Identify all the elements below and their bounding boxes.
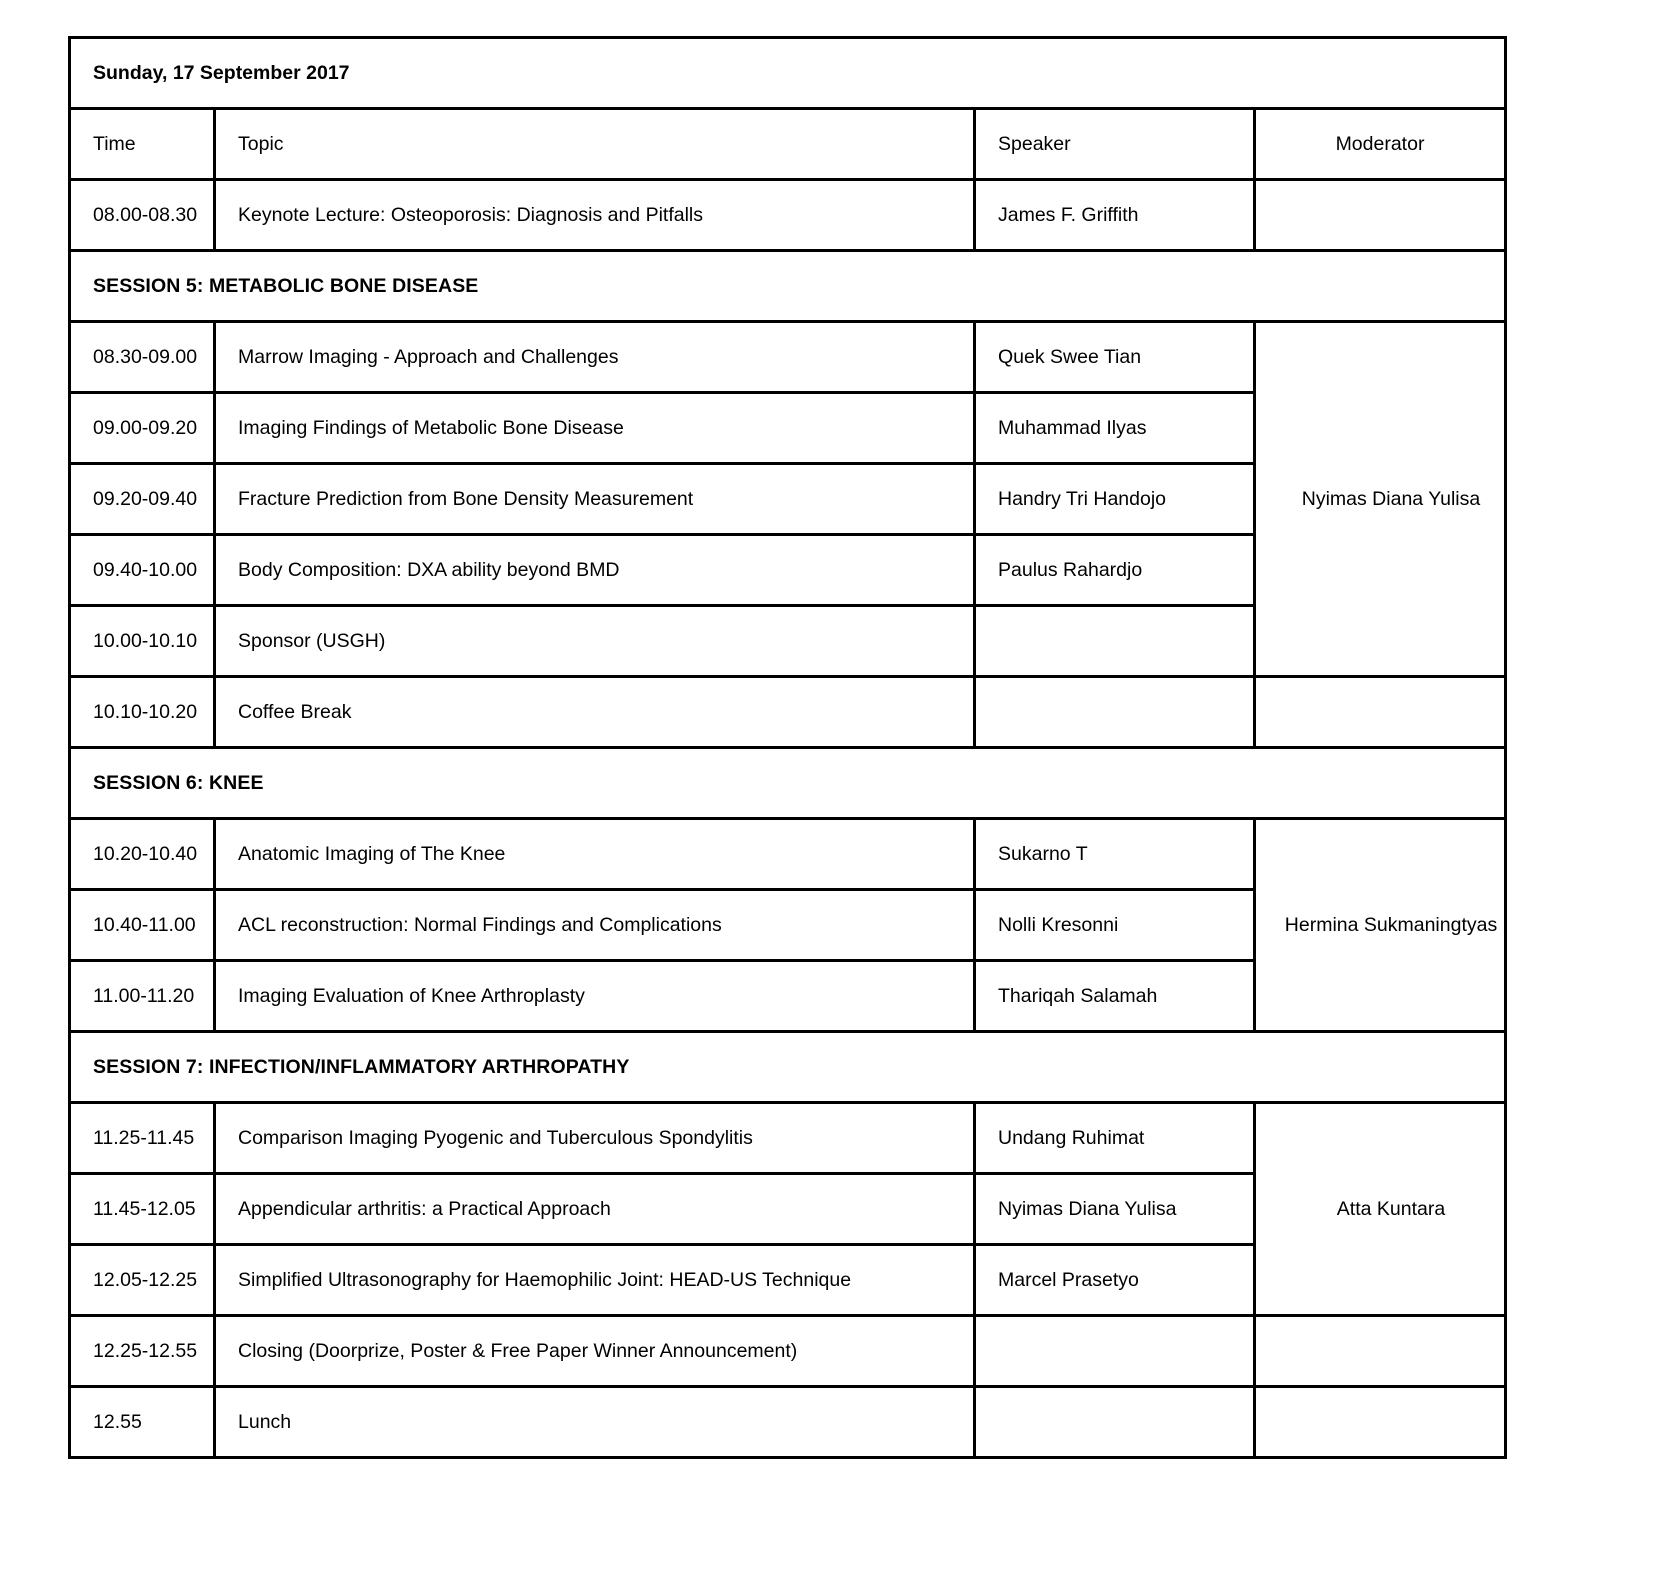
session-moderator-6: Hermina Sukmaningtyas — [1255, 819, 1506, 1032]
row-moderator — [1255, 677, 1506, 748]
row-speaker — [975, 1316, 1255, 1387]
column-header-speaker: Speaker — [975, 109, 1255, 180]
table-row — [70, 1316, 1506, 1387]
row-speaker — [975, 1387, 1255, 1458]
session-band-row — [70, 251, 1506, 322]
column-header-topic: Topic — [215, 109, 975, 180]
row-topic: Fracture Prediction from Bone Density Measurement — [215, 464, 975, 535]
row-speaker: Nolli Kresonni — [975, 890, 1255, 961]
row-speaker: Marcel Prasetyo — [975, 1245, 1255, 1316]
row-moderator — [1255, 1316, 1506, 1387]
break-row — [70, 1387, 1506, 1458]
row-speaker: Undang Ruhimat — [975, 1103, 1255, 1174]
conference-schedule-table — [68, 36, 1507, 1459]
session-band-row — [70, 1032, 1506, 1103]
row-time: 12.55 — [70, 1387, 215, 1458]
row-speaker: Quek Swee Tian — [975, 322, 1255, 393]
row-topic: Body Composition: DXA ability beyond BMD — [215, 535, 975, 606]
row-time: 09.40-10.00 — [70, 535, 215, 606]
session-title-6: SESSION 6: KNEE — [70, 748, 1506, 819]
table-row — [70, 322, 1506, 393]
row-topic: Keynote Lecture: Osteoporosis: Diagnosis and Pitfalls — [215, 180, 975, 251]
row-speaker: Sukarno T — [975, 819, 1255, 890]
row-speaker: Paulus Rahardjo — [975, 535, 1255, 606]
schedule-sheet — [68, 36, 1504, 1459]
row-topic: Imaging Findings of Metabolic Bone Disease — [215, 393, 975, 464]
row-speaker — [975, 677, 1255, 748]
row-time: 12.25-12.55 — [70, 1316, 215, 1387]
row-speaker: Nyimas Diana Yulisa — [975, 1174, 1255, 1245]
row-time: 08.30-09.00 — [70, 322, 215, 393]
row-time: 12.05-12.25 — [70, 1245, 215, 1316]
row-topic: Closing (Doorprize, Poster & Free Paper Winner Announcement) — [215, 1316, 975, 1387]
session-title-7: SESSION 7: INFECTION/INFLAMMATORY ARTHROPATHY — [70, 1032, 1506, 1103]
session-band-row — [70, 748, 1506, 819]
date-header-row — [70, 38, 1506, 109]
row-time: 11.00-11.20 — [70, 961, 215, 1032]
row-time: 11.25-11.45 — [70, 1103, 215, 1174]
row-topic: Simplified Ultrasonography for Haemophilic Joint: HEAD-US Technique — [215, 1245, 975, 1316]
row-time: 10.20-10.40 — [70, 819, 215, 890]
row-topic: Anatomic Imaging of The Knee — [215, 819, 975, 890]
session-title-5: SESSION 5: METABOLIC BONE DISEASE — [70, 251, 1506, 322]
column-header-row — [70, 109, 1506, 180]
table-row — [70, 1103, 1506, 1174]
column-header-time: Time — [70, 109, 215, 180]
row-time: 10.00-10.10 — [70, 606, 215, 677]
row-time: 09.20-09.40 — [70, 464, 215, 535]
row-speaker: Thariqah Salamah — [975, 961, 1255, 1032]
row-topic: ACL reconstruction: Normal Findings and Complications — [215, 890, 975, 961]
row-topic: Appendicular arthritis: a Practical Approach — [215, 1174, 975, 1245]
row-moderator — [1255, 1387, 1506, 1458]
row-speaker — [975, 606, 1255, 677]
row-moderator — [1255, 180, 1506, 251]
row-topic: Coffee Break — [215, 677, 975, 748]
row-time: 09.00-09.20 — [70, 393, 215, 464]
table-row — [70, 180, 1506, 251]
date-header: Sunday, 17 September 2017 — [70, 38, 1506, 109]
row-time: 11.45-12.05 — [70, 1174, 215, 1245]
row-topic: Sponsor (USGH) — [215, 606, 975, 677]
row-speaker: Handry Tri Handojo — [975, 464, 1255, 535]
row-time: 10.10-10.20 — [70, 677, 215, 748]
row-topic: Lunch — [215, 1387, 975, 1458]
table-row — [70, 819, 1506, 890]
row-time: 10.40-11.00 — [70, 890, 215, 961]
row-topic: Marrow Imaging - Approach and Challenges — [215, 322, 975, 393]
row-speaker: Muhammad Ilyas — [975, 393, 1255, 464]
column-header-moderator: Moderator — [1255, 109, 1506, 180]
row-topic: Imaging Evaluation of Knee Arthroplasty — [215, 961, 975, 1032]
row-time: 08.00-08.30 — [70, 180, 215, 251]
row-speaker: James F. Griffith — [975, 180, 1255, 251]
session-moderator-7: Atta Kuntara — [1255, 1103, 1506, 1316]
row-topic: Comparison Imaging Pyogenic and Tuberculous Spondylitis — [215, 1103, 975, 1174]
break-row — [70, 677, 1506, 748]
session-moderator-5: Nyimas Diana Yulisa — [1255, 322, 1506, 677]
